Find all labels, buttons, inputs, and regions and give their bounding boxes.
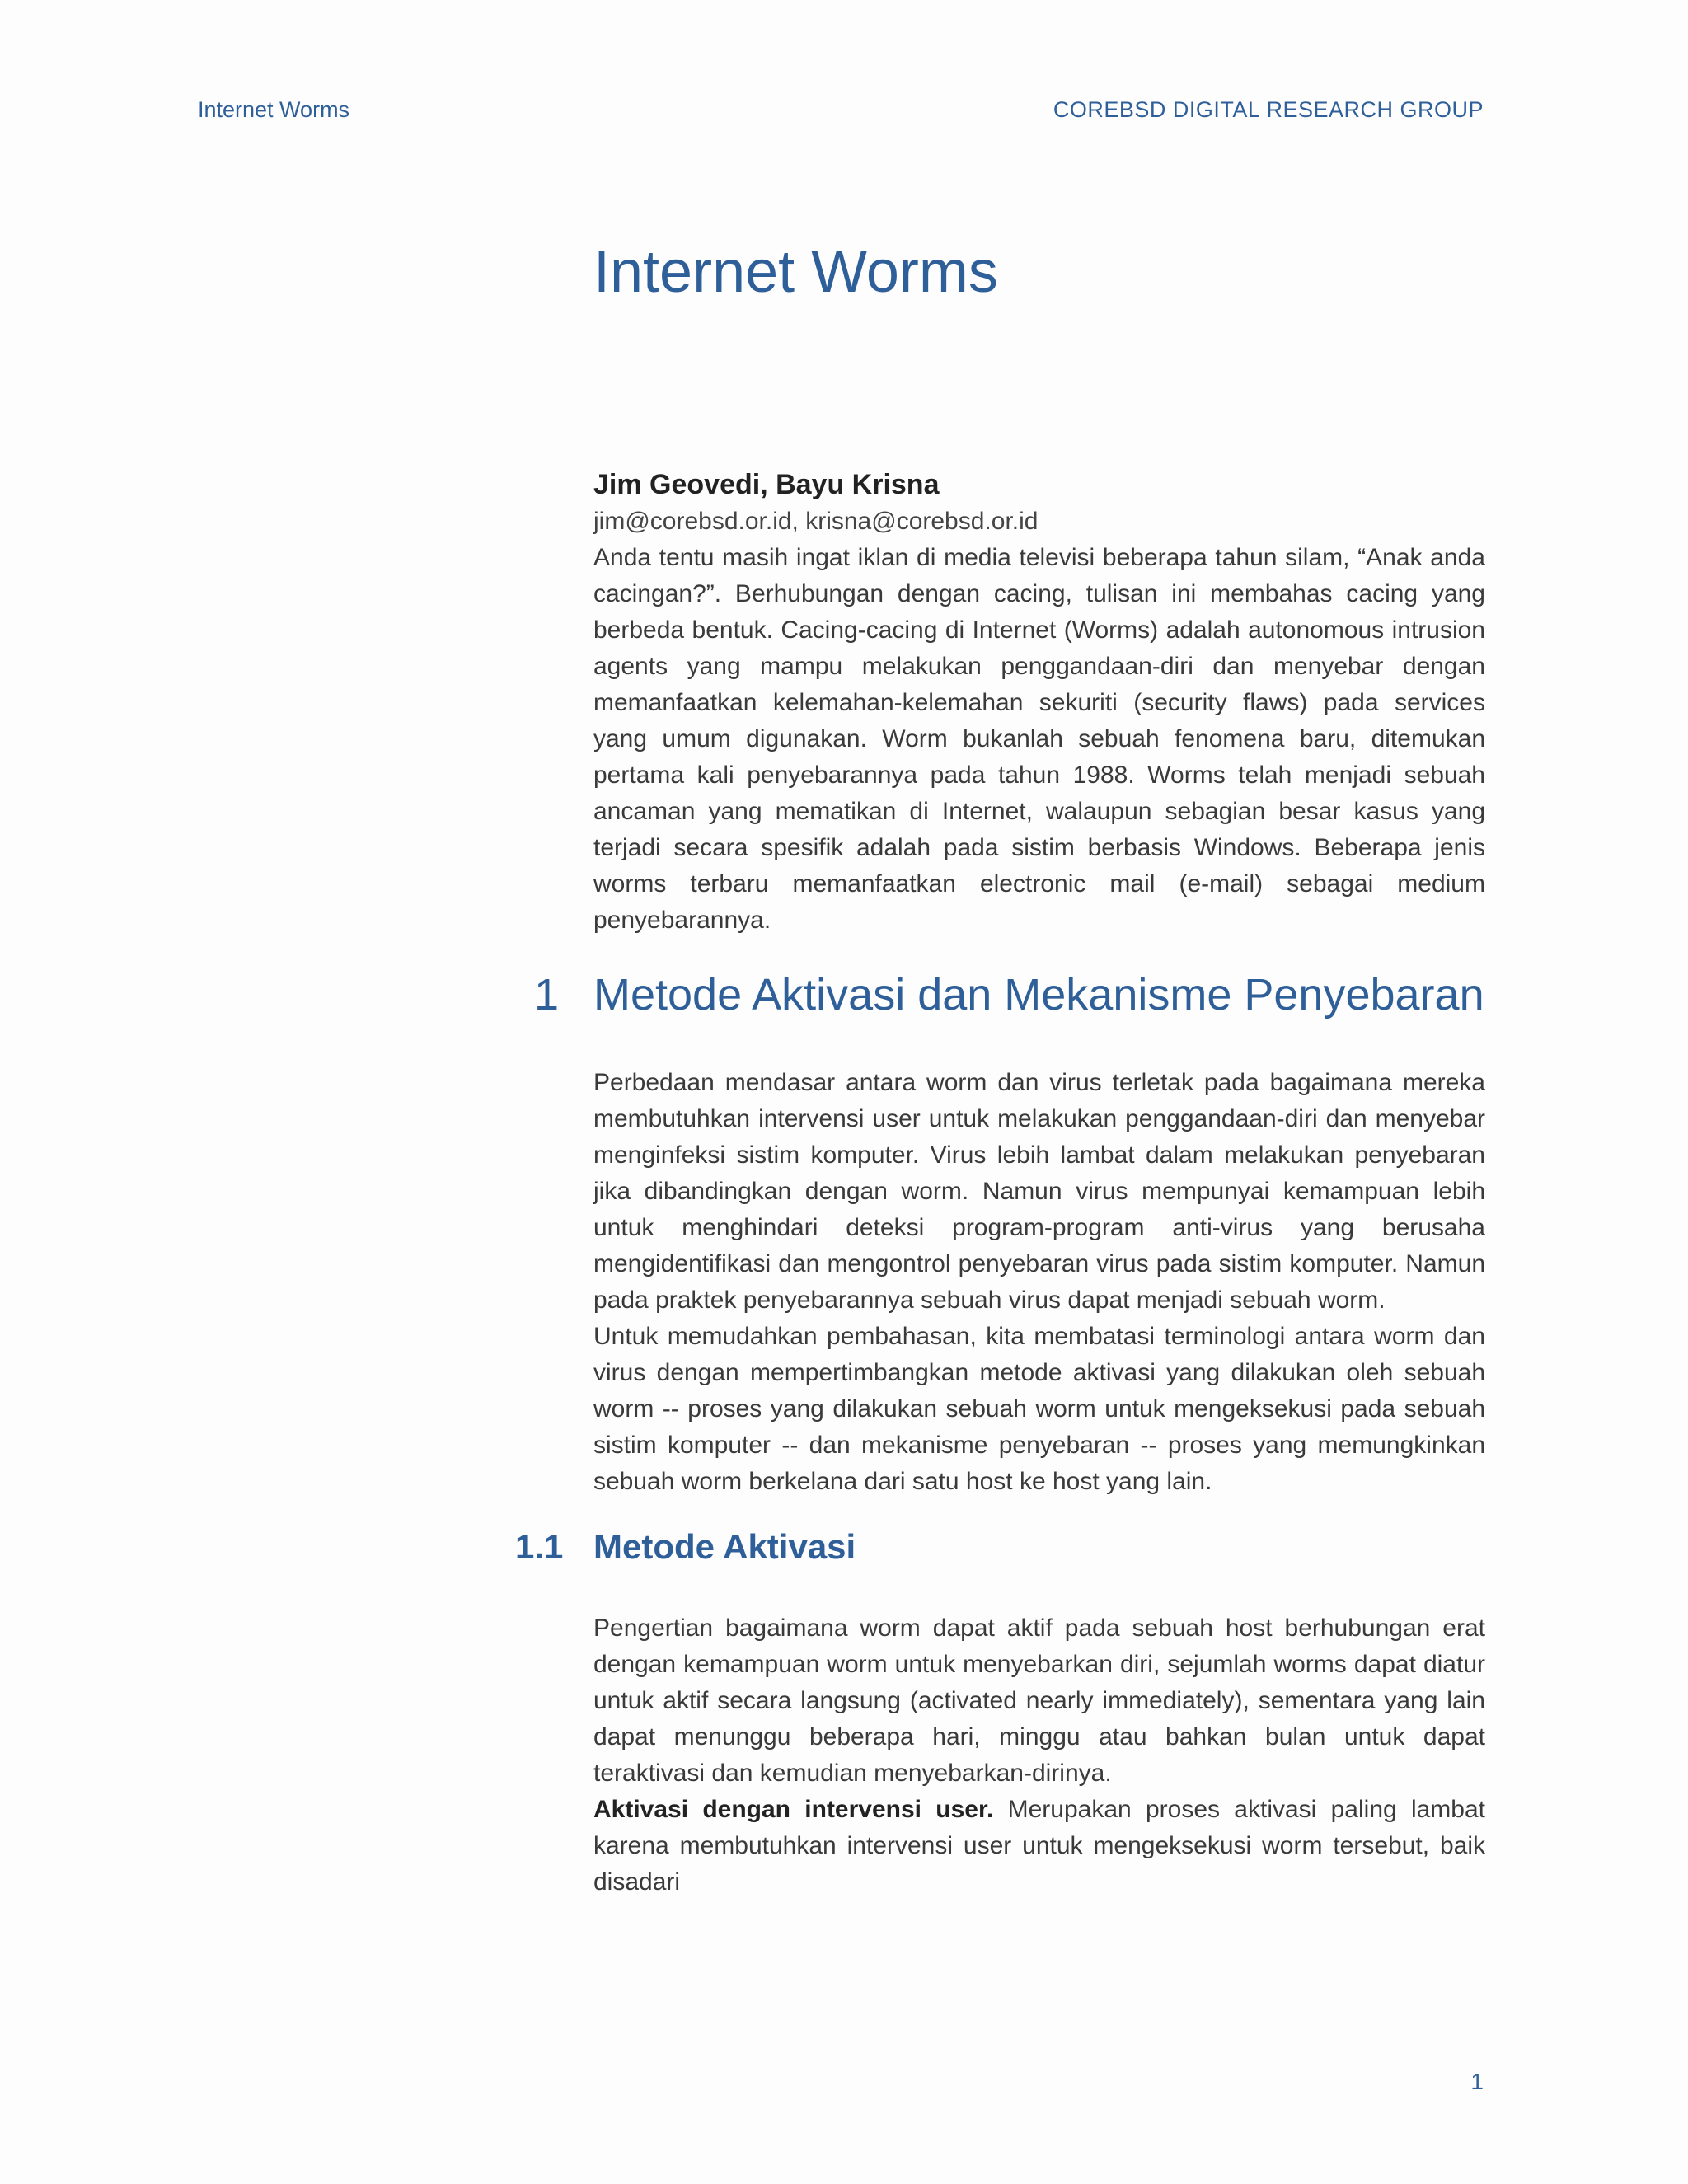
header-doc-title: Internet Worms [198,97,350,122]
subsection-heading-1-1 [515,1518,1485,1576]
page-number: 1 [1470,2069,1484,2094]
subsection-number: 1.1 [515,1526,564,1566]
runin-text: Merupakan proses aktivasi paling lambat karena membutuhkan intervensi user untuk mengeksekusi worm tersebut, baik disadari [593,1795,1486,1896]
section-title: Metode Aktivasi dan Mekanisme Penyebaran [593,970,1484,1019]
subsection-paragraph: Pengertian bagaimana worm dapat aktif pada sebuah host berhubungan erat dengan kemampuan worm untuk menyebarkan diri, sejumlah worms dapat diatur untuk aktif secara langsung (activated nearly immediately), sementara yang lain dapat menunggu beberapa hari, minggu atau bahkan bulan untuk dapat teraktivasi dan kemudian menyebarkan-dirinya. [593,1614,1485,1787]
document-title: Internet Worms [593,239,998,305]
subsection-title: Metode Aktivasi [593,1526,856,1566]
abstract-paragraph: Anda tentu masih ingat iklan di media televisi beberapa tahun silam, “Anak anda cacingan?”. Berhubungan dengan cacing, tulisan ini membahas cacing yang berbeda bentuk. Cacing-cacing di Internet (Worms) adalah autonomous intrusion agents yang mampu melakukan penggandaan-diri dan menyebar dengan memanfaatkan kelemahan-kelemahan sekuriti (security flaws) pada services yang umum digunakan. Worm bukanlah sebuah fenomena baru, ditemukan pertama kali penyebarannya pada tahun 1988. Worms telah menjadi sebuah ancaman yang mematikan di Internet, walaupun sebagian besar kasus yang terjadi secara spesifik adalah pada sistim berbasis Windows. Beberapa jenis worms terbaru memanfaatkan electronic mail (e-mail) sebagai medium penyebarannya. [593,544,1485,934]
section-number: 1 [534,970,560,1019]
section-1-paragraph-1: Perbedaan mendasar antara worm dan virus terletak pada bagaimana mereka membutuhkan intervensi user untuk melakukan penggandaan-diri dan menyebar menginfeksi sistim komputer. Virus lebih lambat dalam melakukan penyebaran jika dibandingkan dengan worm. Namun virus mempunyai kemampuan lebih untuk menghindari deteksi program-program anti-virus yang berusaha mengidentifikasi dan mengontrol penyebaran virus pada sistim komputer. Namun pada praktek penyebarannya sebuah virus dapat menjadi sebuah worm. [593,1068,1485,1314]
section-heading-1 [534,962,1485,1028]
author-emails: jim@corebsd.or.id, krisna@corebsd.or.id [593,508,1039,535]
running-header [198,97,1484,123]
runin-label: Aktivasi dengan intervensi user. [593,1795,994,1823]
page-content [515,231,1486,1900]
section-1-paragraph-2: Untuk memudahkan pembahasan, kita membatasi terminologi antara worm dan virus dengan mempertimbangkan metode aktivasi yang dilakukan oleh sebuah worm -- proses yang dilakukan sebuah worm untuk mengeksekusi pada sebuah sistim komputer -- dan mekanisme penyebaran -- proses yang memungkinkan sebuah worm berkelana dari satu host ke host yang lain. [593,1322,1485,1495]
header-group-name: COREBSD DIGITAL RESEARCH GROUP [1053,97,1484,122]
runin-paragraph [593,1792,1485,1900]
author-names: Jim Geovedi, Bayu Krisna [593,469,940,500]
